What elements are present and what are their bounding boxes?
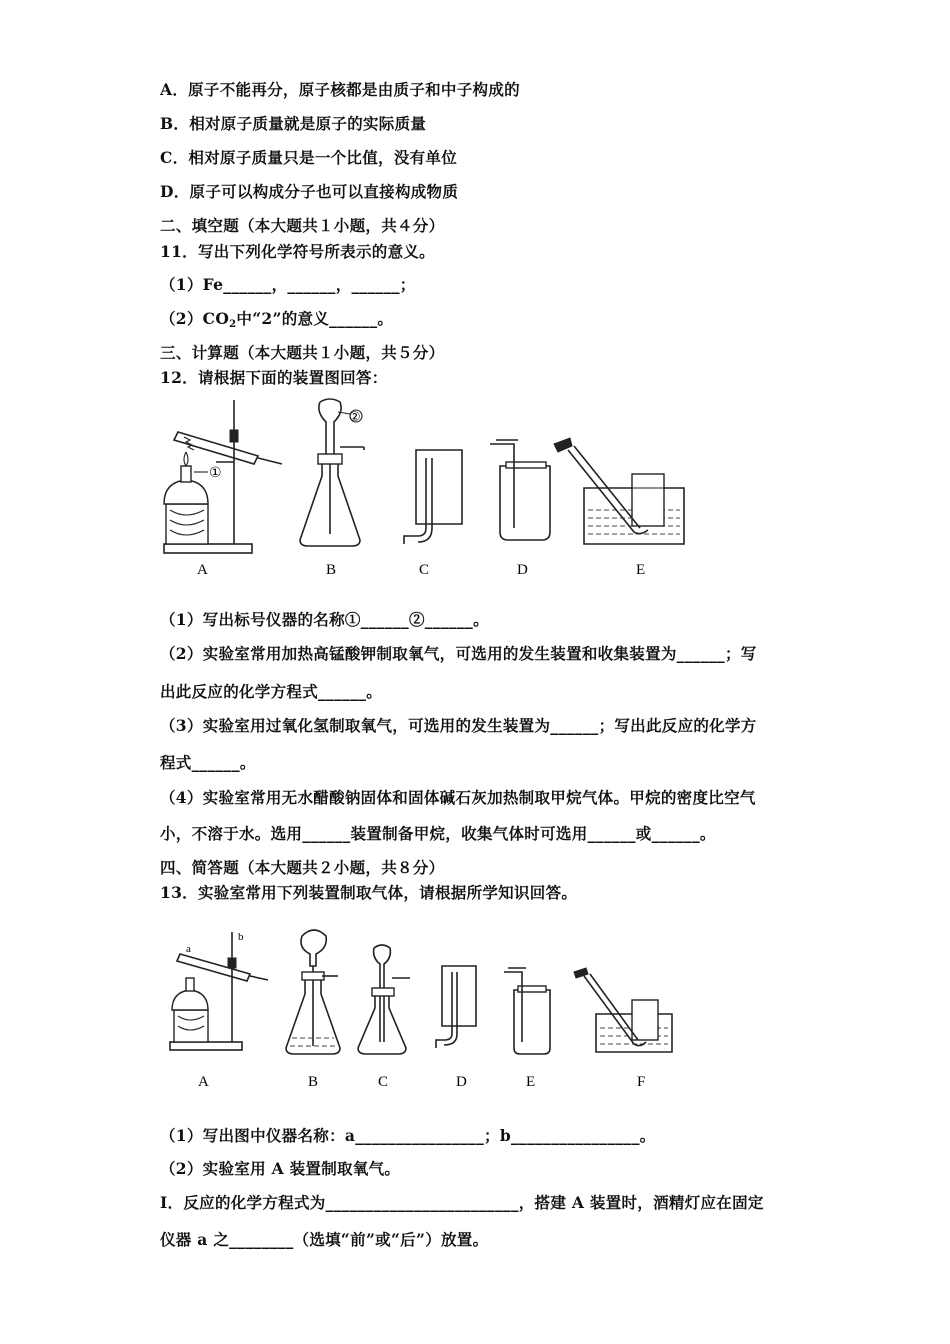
apparatus-e-drawing — [554, 438, 684, 544]
fig2-label-d: D — [456, 1074, 467, 1090]
option-d: D．原子可以构成分子也可以直接构成物质 — [160, 182, 459, 201]
apparatus-d-drawing — [490, 440, 550, 540]
section-4-heading: 四、简答题（本大题共２小题，共８分） — [160, 858, 445, 877]
q12-title: 12．请根据下面的装置图回答： — [160, 368, 388, 387]
marker-b: b — [238, 931, 244, 943]
q11-part-2 — [160, 307, 393, 330]
fig1-label-a: A — [197, 562, 208, 578]
apparatus-b-drawing — [300, 399, 364, 546]
fig2-label-f: F — [637, 1074, 646, 1090]
q12-part-3-line-1: （3）实验室用过氧化氢制取氧气，可选用的发生装置为______；写出此反应的化学方 — [160, 716, 757, 735]
q12-part-2-line-2: 出此反应的化学方程式______。 — [160, 682, 383, 701]
q12-part-1: （1）写出标号仪器的名称①______②______。 — [160, 610, 489, 629]
option-a: A．原子不能再分，原子核都是由质子和中子构成的 — [160, 80, 520, 99]
q13-apparatus-figure — [160, 918, 690, 1094]
fig2-label-c: C — [378, 1074, 389, 1090]
marker-1: ① — [209, 465, 222, 481]
fig1-label-c: C — [419, 562, 430, 578]
apparatus-a2-drawing — [170, 931, 268, 1050]
apparatus-c-drawing — [404, 450, 462, 544]
subscript-2: 2 — [229, 319, 237, 330]
section-3-heading: 三、计算题（本大题共１小题，共５分） — [160, 343, 445, 362]
q13-part-I-line-1: I．反应的化学方程式为________________________，搭建 A 装置时，酒精灯应在固定 — [160, 1193, 764, 1212]
apparatus-c2-drawing — [358, 945, 410, 1054]
fig2-label-a: A — [198, 1074, 209, 1090]
q11-part-2-post: 中“2”的意义______。 — [236, 309, 394, 328]
apparatus-d2-drawing — [436, 966, 476, 1048]
marker-a: a — [186, 943, 191, 955]
fig1-label-e: E — [636, 562, 646, 578]
apparatus-f2-drawing — [574, 968, 672, 1052]
fig1-label-d: D — [517, 562, 528, 578]
fig1-label-b: B — [326, 562, 337, 578]
q12-part-4-line-2: 小，不溶于水。选用______装置制备甲烷，收集气体时可选用______或______。 — [160, 824, 716, 843]
q11-part-1: （1）Fe______，______，______； — [160, 275, 416, 294]
apparatus-a-drawing — [164, 400, 282, 553]
q13-part-2: （2）实验室用 A 装置制取氧气。 — [160, 1159, 401, 1178]
q11-part-2-pre: （2）CO — [160, 309, 230, 328]
q12-part-4-line-1: （4）实验室常用无水醋酸钠固体和固体碱石灰加热制取甲烷气体。甲烷的密度比空气 — [160, 788, 756, 807]
section-2-heading: 二、填空题（本大题共１小题，共４分） — [160, 216, 445, 235]
q12-part-3-line-2: 程式______。 — [160, 753, 256, 772]
q12-part-2-line-1: （2）实验室常用加热高锰酸钾制取氧气，可选用的发生装置和收集装置为______；写 — [160, 644, 757, 663]
apparatus-e2-drawing — [504, 968, 550, 1054]
marker-2: ② — [349, 410, 361, 425]
q13-title: 13．实验室常用下列装置制取气体，请根据所学知识回答。 — [160, 883, 578, 902]
option-b: B．相对原子质量就是原子的实际质量 — [160, 114, 427, 133]
q13-part-1: （1）写出图中仪器名称：a________________；b________________。 — [160, 1126, 656, 1145]
q12-apparatus-figure — [150, 392, 690, 582]
q13-part-I-line-2: 仪器 a 之________（选填“前”或“后”）放置。 — [160, 1230, 489, 1249]
option-c: C．相对原子质量只是一个比值，没有单位 — [160, 148, 458, 167]
q11-title: 11．写出下列化学符号所表示的意义。 — [160, 242, 435, 261]
fig2-label-b: B — [308, 1074, 319, 1090]
fig2-label-e: E — [526, 1074, 536, 1090]
apparatus-b2-drawing — [286, 930, 340, 1054]
